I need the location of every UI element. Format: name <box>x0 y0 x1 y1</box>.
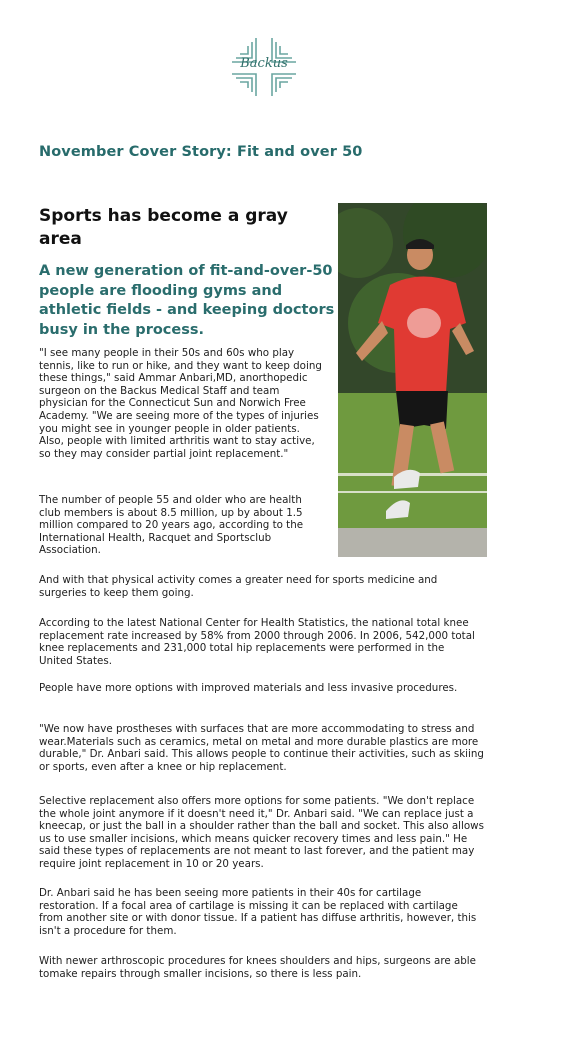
paragraph: Selective replacement also offers more options for some patients. "We don't replace the whole joint anymore if it doesn't need it," Dr. Anbari said. "We can replace just a kneecap, or just the ball in a shoulder rather than the ball and socket. This also allows us to use smaller incisions, which means quicker recovery times and less pain." He said these types of replacements are not meant to last forever, and the patient may require joint replacement in 10 or 20 years. <box>39 795 484 870</box>
logo-wordmark: Backus <box>240 56 288 71</box>
article-subhead: A new generation of fit-and-over-50 people are flooding gyms and athletic fields - and keeping doctors busy in the process. <box>39 263 335 338</box>
paragraph: "We now have prostheses with surfaces that are more accommodating to stress and wear.Materials such as ceramics, metal on metal and more durable plastics are more durable," Dr. Anbari said. This allows people to continue their activities, such as skiing or sports, even after a knee or hip replacement. <box>39 723 484 773</box>
runner-photo <box>338 203 487 557</box>
story-header: November Cover Story: Fit and over 50 <box>39 144 363 160</box>
article-headline: Sports has become a gray area <box>39 206 288 249</box>
paragraph: "I see many people in their 50s and 60s who play tennis, like to run or hike, and they want to keep doing these things," said Ammar Anbari,MD, anorthopedic surgeon on the Backus Medical Staff and team physician for the Connecticut Sun and Norwich Free Academy. "We are seeing more of the types of injuries you might see in younger people in older patients. Also, people with limited arthritis want to stay active, so they may consider partial joint replacement." <box>39 347 322 460</box>
paragraph: People have more options with improved materials and less invasive procedures. <box>39 682 458 694</box>
paragraph: With newer arthroscopic procedures for knees shoulders and hips, surgeons are able tomake repairs through smaller incisions, so there is less pain. <box>39 955 476 980</box>
paragraph: The number of people 55 and older who are health club members is about 8.5 million, up by about 1.5 million compared to 20 years ago, according to the International Health, Racquet and Sportsclub Association. <box>39 494 304 557</box>
paragraph: And with that physical activity comes a greater need for sports medicine and surgeries to keep them going. <box>39 574 438 599</box>
backus-logo <box>214 34 314 100</box>
paragraph: Dr. Anbari said he has been seeing more patients in their 40s for cartilage restoration. If a focal area of cartilage is missing it can be replaced with cartilage from another site or with donor tissue. If a patient has diffuse arthritis, however, this isn't a procedure for them. <box>39 887 477 937</box>
paragraph: According to the latest National Center for Health Statistics, the national total knee replacement rate increased by 58% from 2000 through 2006. In 2006, 542,000 total knee replacements and 231,000 total hip replacements were performed in the United States. <box>39 617 475 667</box>
